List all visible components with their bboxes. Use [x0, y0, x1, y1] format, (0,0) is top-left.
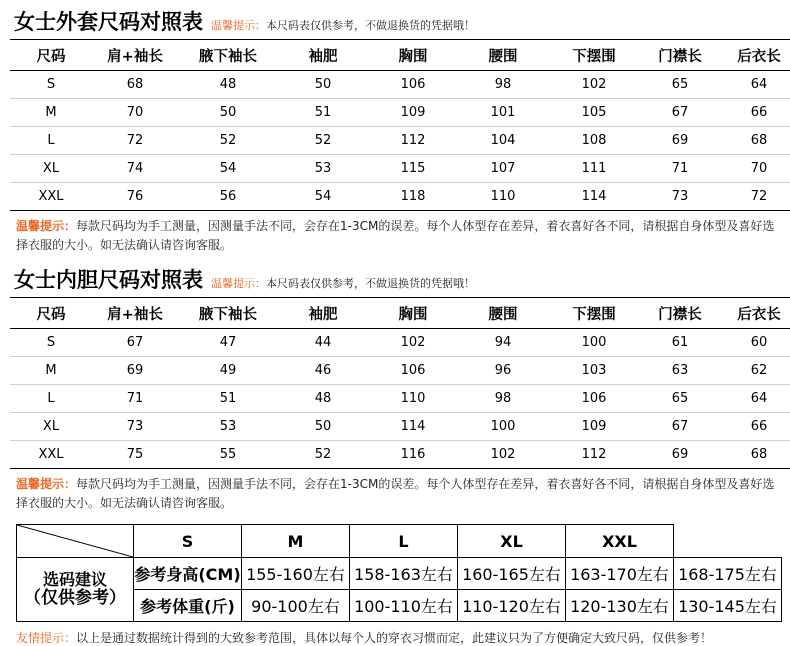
cell-value: 103	[548, 357, 640, 385]
cell-value: 67	[640, 99, 720, 127]
cell-value: 71	[640, 155, 720, 183]
cell-value: 68	[720, 441, 790, 469]
cell-value: 53	[178, 413, 278, 441]
advice-weight-l: 110-120左右	[458, 590, 566, 622]
section-1-note	[211, 17, 475, 33]
cell-value: 112	[548, 441, 640, 469]
cell-value: 67	[640, 413, 720, 441]
table-row	[10, 441, 790, 469]
section-divider-space	[10, 254, 780, 264]
liner-size-table	[10, 297, 790, 469]
cell-value: 72	[720, 183, 790, 211]
cell-size: M	[10, 357, 92, 385]
cell-value: 102	[548, 71, 640, 99]
outer-coat-size-table	[10, 39, 790, 211]
cell-size: S	[10, 71, 92, 99]
cell-size: L	[10, 127, 92, 155]
cell-value: 53	[278, 155, 368, 183]
advice-weight-xl: 120-130左右	[566, 590, 674, 622]
cell-value: 118	[368, 183, 458, 211]
advice-height-row	[17, 558, 782, 590]
advice-size-header-m: M	[242, 525, 350, 558]
cell-value: 69	[640, 127, 720, 155]
advice-height-m: 158-163左右	[350, 558, 458, 590]
advice-height-l: 160-165左右	[458, 558, 566, 590]
advice-param-height: 参考身高(CM)	[134, 558, 242, 590]
cell-value: 109	[548, 413, 640, 441]
col-header-sleeve-width: 袖肥	[278, 298, 368, 329]
cell-value: 102	[368, 329, 458, 357]
cell-value: 73	[92, 413, 178, 441]
cell-size: XXL	[10, 183, 92, 211]
cell-value: 76	[92, 183, 178, 211]
advice-header-row	[17, 525, 782, 558]
advice-size-header-xxl: XXL	[566, 525, 674, 558]
cell-value: 47	[178, 329, 278, 357]
section-1-note-label: 温馨提示：	[211, 19, 266, 32]
cell-value: 44	[278, 329, 368, 357]
col-header-size: 尺码	[10, 40, 92, 71]
cell-value: 101	[458, 99, 548, 127]
cell-value: 111	[548, 155, 640, 183]
col-header-placket: 门襟长	[640, 298, 720, 329]
size-advice-block	[10, 524, 780, 622]
section-2-note-text: 本尺码表仅供参考，不做退换货的凭据哦！	[266, 277, 475, 291]
cell-value: 110	[368, 385, 458, 413]
advice-param-weight: 参考体重(斤)	[134, 590, 242, 622]
col-header-hem: 下摆围	[548, 298, 640, 329]
table-row	[10, 127, 790, 155]
section-2-note-label: 温馨提示：	[211, 277, 266, 291]
cell-value: 48	[278, 385, 368, 413]
cell-value: 51	[278, 99, 368, 127]
col-header-waist: 腰围	[458, 298, 548, 329]
cell-value: 98	[458, 385, 548, 413]
col-header-underarm-sleeve: 腋下袖长	[178, 298, 278, 329]
cell-value: 66	[720, 99, 790, 127]
cell-value: 63	[640, 357, 720, 385]
table-row	[10, 413, 790, 441]
col-header-bust: 胸围	[368, 40, 458, 71]
advice-title-line1: 选码建议	[42, 569, 107, 589]
advice-corner-cell	[17, 525, 134, 558]
cell-value: 108	[548, 127, 640, 155]
cell-value: 71	[92, 385, 178, 413]
cell-value: 54	[178, 155, 278, 183]
cell-value: 72	[92, 127, 178, 155]
section-1-tip-body: 每款尺码均为手工测量，因测量手法不同，会存在1-3CM的误差。每个人体型存在差异，着衣喜好各不同，请根据自身体型及喜好选择衣服的大小。如无法确认请咨询客服。	[16, 219, 775, 252]
cell-value: 74	[92, 155, 178, 183]
cell-value: 52	[278, 441, 368, 469]
advice-weight-xxl: 130-145左右	[674, 590, 782, 622]
cell-value: 69	[640, 441, 720, 469]
advice-height-s: 155-160左右	[242, 558, 350, 590]
footer-note-text: 以上是通过数据统计得到的大致参考范围，具体以每个人的穿衣习惯而定，此建议只为了方便确定大致尺码，仅供参考！	[76, 631, 713, 646]
table-row	[10, 183, 790, 211]
col-header-shoulder-sleeve: 肩+袖长	[92, 40, 178, 71]
col-header-waist: 腰围	[458, 40, 548, 71]
cell-value: 112	[368, 127, 458, 155]
section-1-header	[10, 6, 780, 36]
cell-value: 60	[720, 329, 790, 357]
cell-value: 65	[640, 385, 720, 413]
cell-value: 106	[368, 71, 458, 99]
cell-size: XL	[10, 155, 92, 183]
table-row	[10, 357, 790, 385]
advice-weight-s: 90-100左右	[242, 590, 350, 622]
table-header-row	[10, 298, 790, 329]
cell-value: 64	[720, 71, 790, 99]
col-header-placket: 门襟长	[640, 40, 720, 71]
cell-size: L	[10, 385, 92, 413]
cell-value: 50	[278, 413, 368, 441]
col-header-back-length: 后衣长	[720, 298, 790, 329]
cell-value: 115	[368, 155, 458, 183]
cell-value: 49	[178, 357, 278, 385]
cell-size: XL	[10, 413, 92, 441]
cell-value: 110	[458, 183, 548, 211]
cell-value: 65	[640, 71, 720, 99]
advice-size-header-s: S	[134, 525, 242, 558]
cell-value: 94	[458, 329, 548, 357]
advice-size-header-xl: XL	[458, 525, 566, 558]
cell-value: 102	[458, 441, 548, 469]
col-header-bust: 胸围	[368, 298, 458, 329]
section-2-title: 女士内胆尺码对照表	[14, 268, 203, 293]
cell-value: 54	[278, 183, 368, 211]
cell-value: 50	[178, 99, 278, 127]
cell-value: 67	[92, 329, 178, 357]
advice-title-cell	[17, 558, 134, 622]
cell-value: 52	[178, 127, 278, 155]
cell-value: 50	[278, 71, 368, 99]
cell-value: 48	[178, 71, 278, 99]
cell-value: 68	[720, 127, 790, 155]
advice-size-header-l: L	[350, 525, 458, 558]
cell-value: 51	[178, 385, 278, 413]
table-row	[10, 155, 790, 183]
cell-value: 70	[92, 99, 178, 127]
col-header-shoulder-sleeve: 肩+袖长	[92, 298, 178, 329]
cell-value: 69	[92, 357, 178, 385]
table-header-row	[10, 40, 790, 71]
section-1-tip-label: 温馨提示：	[16, 219, 77, 233]
col-header-underarm-sleeve: 腋下袖长	[178, 40, 278, 71]
section-1-note-text: 本尺码表仅供参考，不做退换货的凭据哦！	[266, 19, 475, 32]
cell-size: M	[10, 99, 92, 127]
advice-height-xxl: 168-175左右	[674, 558, 782, 590]
cell-value: 61	[640, 329, 720, 357]
col-header-sleeve-width: 袖肥	[278, 40, 368, 71]
footer-note-label: 友情提示：	[16, 631, 77, 646]
cell-value: 109	[368, 99, 458, 127]
cell-value: 106	[548, 385, 640, 413]
section-1-tip	[10, 217, 776, 254]
section-2-header	[10, 264, 780, 294]
diagonal-divider-icon	[17, 525, 133, 557]
cell-value: 64	[720, 385, 790, 413]
section-1-title: 女士外套尺码对照表	[14, 10, 203, 34]
cell-value: 73	[640, 183, 720, 211]
cell-value: 96	[458, 357, 548, 385]
col-header-back-length: 后衣长	[720, 40, 790, 71]
col-header-hem: 下摆围	[548, 40, 640, 71]
cell-value: 46	[278, 357, 368, 385]
cell-value: 100	[458, 413, 548, 441]
cell-value: 105	[548, 99, 640, 127]
table-row	[10, 71, 790, 99]
footer-note	[10, 629, 780, 646]
cell-value: 70	[720, 155, 790, 183]
cell-value: 75	[92, 441, 178, 469]
cell-value: 116	[368, 441, 458, 469]
cell-value: 52	[278, 127, 368, 155]
cell-value: 55	[178, 441, 278, 469]
table-row	[10, 385, 790, 413]
section-2-note	[211, 275, 475, 291]
advice-height-xl: 163-170左右	[566, 558, 674, 590]
cell-value: 100	[548, 329, 640, 357]
cell-value: 114	[548, 183, 640, 211]
cell-value: 68	[92, 71, 178, 99]
section-2-tip-body: 每款尺码均为手工测量，因测量手法不同，会存在1-3CM的误差。每个人体型存在差异，着衣喜好各不同，请根据自身体型及喜好选择衣服的大小。如无法确认请咨询客服。	[16, 477, 775, 510]
section-2-tip-label: 温馨提示：	[16, 477, 77, 492]
cell-value: 107	[458, 155, 548, 183]
cell-size: XXL	[10, 441, 92, 469]
table-row	[10, 99, 790, 127]
col-header-size: 尺码	[10, 298, 92, 329]
section-2-tip	[10, 475, 776, 512]
size-advice-table	[16, 524, 782, 622]
cell-value: 104	[458, 127, 548, 155]
cell-size: S	[10, 329, 92, 357]
table-row	[10, 329, 790, 357]
cell-value: 56	[178, 183, 278, 211]
cell-value: 106	[368, 357, 458, 385]
cell-value: 114	[368, 413, 458, 441]
advice-title-line2: （仅供参考）	[24, 588, 126, 609]
cell-value: 62	[720, 357, 790, 385]
cell-value: 66	[720, 413, 790, 441]
cell-value: 98	[458, 71, 548, 99]
advice-weight-m: 100-110左右	[350, 590, 458, 622]
